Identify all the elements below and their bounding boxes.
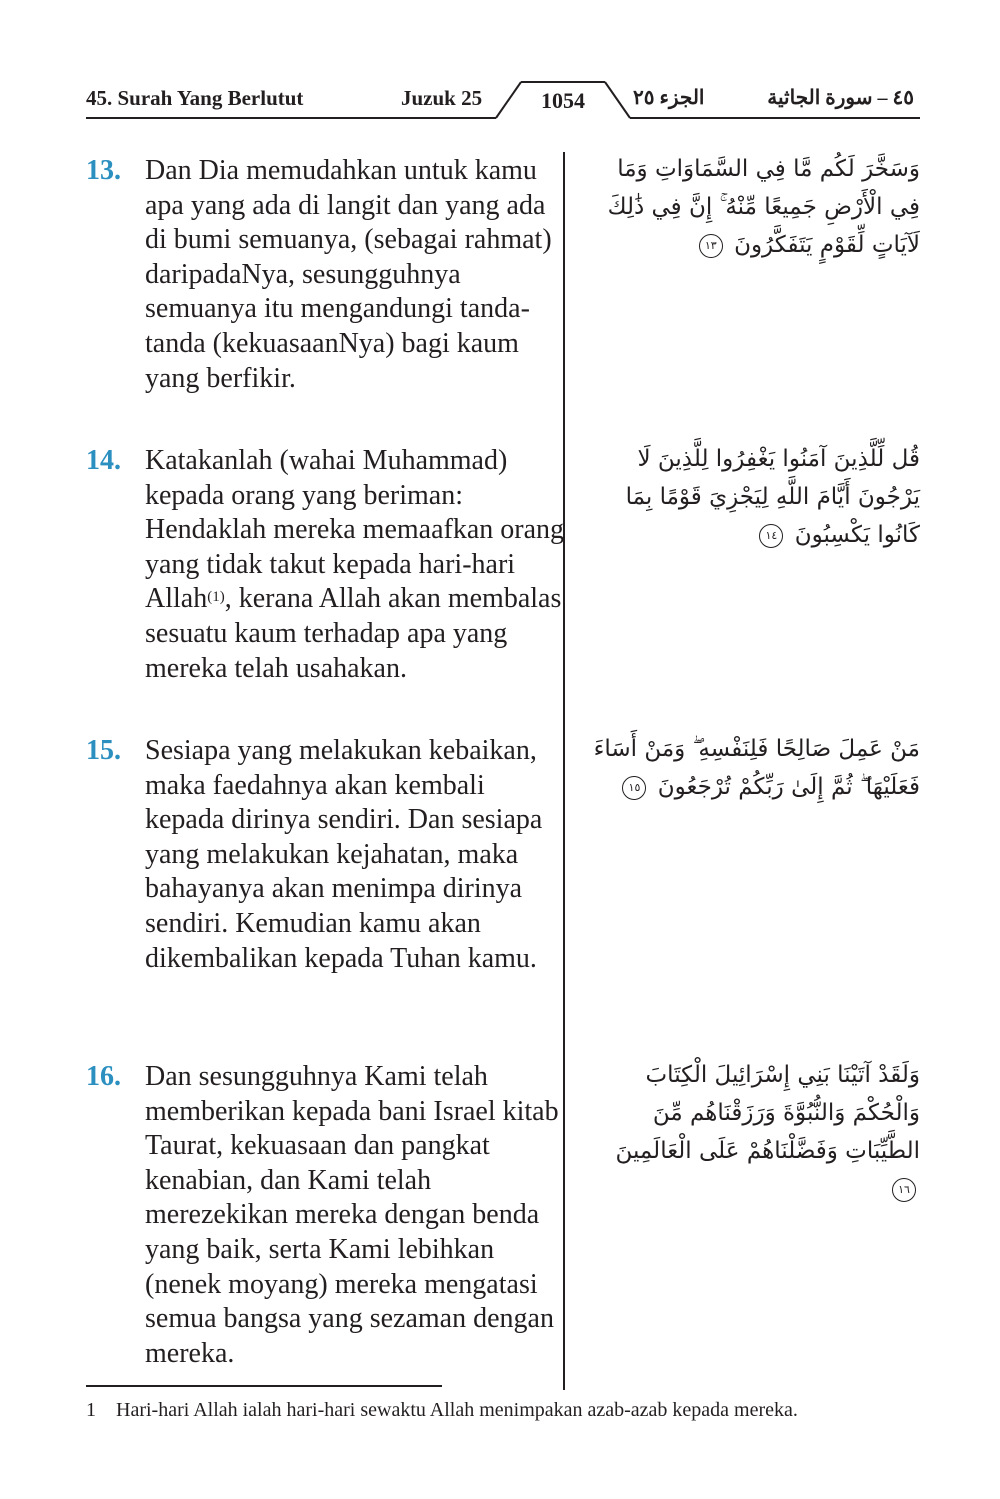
ayah-number-marker: ١٦ (892, 1178, 916, 1202)
footnote (86, 1398, 946, 1422)
page-header (0, 0, 1000, 130)
verse-number: 14. (86, 445, 121, 476)
surah-title-latin: 45. Surah Yang Berlutut (86, 86, 304, 110)
ayah-number-marker: ١٥ (622, 776, 646, 800)
verse-14-arabic (585, 440, 920, 554)
verse-text: Sesiapa yang melakukan kebaikan, maka faedahnya akan kembali kepada dirinya sendiri. Dan sesiapa yang melakukan kejahatan, maka bahayanya akan menimpa dirinya sendiri. Kemudian kamu akan dikembalikan kepada Tuhan kamu. (145, 735, 543, 974)
juz-label-arabic: الجزء ٢٥ (633, 87, 705, 109)
footnote-number: 1 (86, 1399, 96, 1421)
verse-number: 13. (86, 155, 121, 186)
ayah-number-marker: ١٣ (699, 234, 723, 258)
juzuk-label: Juzuk 25 (401, 86, 483, 110)
verse-16-arabic (585, 1056, 920, 1208)
arabic-text: مَنْ عَمِلَ صَالِحًا فَلِنَفْسِهِ ۖ وَمَنْ أَسَاءَ فَعَلَيْهَا ۖ ثُمَّ إِلَىٰ رَبِّكُمْ تُرْجَعُونَ (593, 736, 920, 800)
arabic-text: قُل لِّلَّذِينَ آمَنُوا يَغْفِرُوا لِلَّذِينَ لَا يَرْجُونَ أَيَّامَ اللَّهِ لِيَجْزِيَ قَوْمًا بِمَا كَانُوا يَكْسِبُونَ (625, 446, 920, 548)
verse-text: Katakanlah (wahai Muhammad) kepada orang yang beriman: Hendaklah mereka memaafkan orang yang tidak takut kepada hari-hari Allah$^{(1)}$, kerana Allah akan membalas sesuatu kaum terhadap apa yang mereka telah usahakan. (145, 445, 565, 684)
ayah-number-marker: ١٤ (759, 524, 783, 548)
footnote-rule (86, 1385, 442, 1387)
verse-15-arabic (585, 730, 920, 806)
footnote-text: Hari-hari Allah ialah hari-hari sewaktu Allah menimpakan azab-azab kepada mereka. (116, 1399, 798, 1421)
verse-text: Dan sesungguhnya Kami telah memberikan kepada bani Israel kitab Taurat, kekuasaan dan pangkat kenabian, dan Kami telah merezekikan mereka dengan benda yang baik, serta Kami lebihkan (nenek moyang) mereka mengatasi semua bangsa yang sezaman dengan mereka. (145, 1061, 559, 1369)
verse-number: 15. (86, 735, 121, 766)
verse-13-arabic (585, 150, 920, 264)
arabic-text: وَسَخَّرَ لَكُم مَّا فِي السَّمَاوَاتِ وَمَا فِي الْأَرْضِ جَمِيعًا مِّنْهُ ۚ إِنَّ فِي ذَٰلِكَ لَآيَاتٍ لِّقَوْمٍ يَتَفَكَّرُونَ (607, 156, 920, 258)
page-number: 1054 (541, 88, 585, 113)
arabic-text: وَلَقَدْ آتَيْنَا بَنِي إِسْرَائِيلَ الْكِتَابَ وَالْحُكْمَ وَالنُّبُوَّةَ وَرَزَقْنَاهُم مِّنَ الطَّيِّبَاتِ وَفَضَّلْنَاهُمْ عَلَى الْعَالَمِينَ (615, 1062, 920, 1164)
verse-number: 16. (86, 1061, 121, 1092)
surah-title-arabic: ٤٥ – سورة الجاثية (767, 87, 914, 109)
footnote-ref: (1) (207, 589, 225, 606)
header-rule (0, 0, 1000, 130)
verse-text: Dan Dia memudahkan untuk kamu apa yang ada di langit dan yang ada di bumi semuanya, (sebagai rahmat) daripadaNya, sesungguhnya semuanya itu mengandungi tanda-tanda (kekuasaanNya) bagi kaum yang berfikir. (145, 155, 552, 394)
